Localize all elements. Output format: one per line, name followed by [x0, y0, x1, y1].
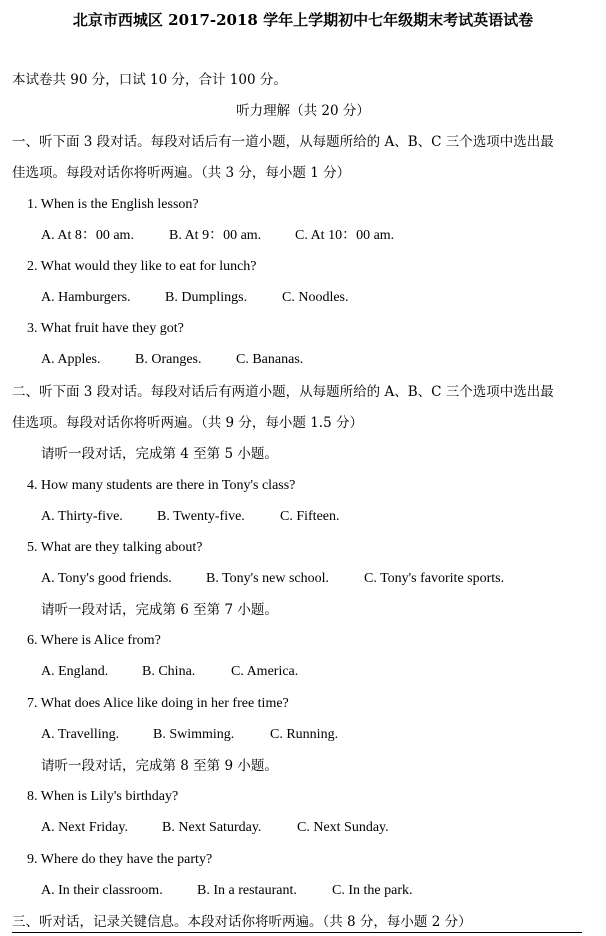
option-b: B. China. [142, 664, 196, 679]
question-8-options [41, 819, 389, 837]
option-a: A. Apples. [41, 352, 101, 367]
option-a: A. Thirty-five. [41, 509, 123, 524]
option-c: C. Running. [270, 727, 339, 742]
question-7-options [41, 726, 338, 744]
option-c: C. At 10：00 am. [295, 228, 395, 243]
part2-instruction-line1: 二、听下面 3 段对话。每段对话后有两道小题，从每题所给的 A、B、C 三个选项中选出最 [12, 384, 554, 400]
question-2: 2. What would they like to eat for lunch? [27, 259, 257, 274]
option-b: B. Twenty-five. [157, 509, 245, 524]
option-b: B. At 9：00 am. [169, 228, 262, 243]
option-a: A. Travelling. [41, 727, 120, 742]
question-9: 9. Where do they have the party? [27, 852, 213, 867]
question-9-options [41, 882, 412, 900]
exam-intro: 本试卷共 90 分，口试 10 分，合计 100 分。 [12, 72, 287, 88]
option-a: A. Next Friday. [41, 820, 128, 835]
question-3-options [41, 351, 303, 369]
bottom-rule [12, 932, 582, 933]
option-a: A. England. [41, 664, 109, 679]
option-a: A. At 8：00 am. [41, 228, 134, 243]
question-6: 6. Where is Alice from? [27, 633, 161, 648]
option-c: C. In the park. [332, 883, 413, 898]
dialog-3-instruction: 请听一段对话，完成第 8 至第 9 小题。 [41, 758, 278, 774]
question-1-options [41, 227, 394, 245]
question-5-options [41, 570, 504, 588]
question-7: 7. What does Alice like doing in her free time? [27, 696, 289, 711]
question-4: 4. How many students are there in Tony's class? [27, 478, 296, 493]
question-4-options [41, 508, 340, 526]
part2-instruction-line2: 佳选项。每段对话你将听两遍。（共 9 分，每小题 1.5 分） [12, 415, 363, 431]
option-a: A. In their classroom. [41, 883, 163, 898]
question-5: 5. What are they talking about? [27, 540, 203, 555]
option-b: B. Next Saturday. [162, 820, 262, 835]
option-c: C. Noodles. [282, 290, 349, 305]
question-2-options [41, 289, 349, 307]
exam-title: 北京市西城区 2017-2018 学年上学期初中七年级期末考试英语试卷 [72, 11, 534, 29]
dialog-2-instruction: 请听一段对话，完成第 6 至第 7 小题。 [41, 602, 278, 618]
option-b: B. Oranges. [135, 352, 202, 367]
listening-section-header: 听力理解（共 20 分） [236, 103, 370, 119]
option-c: C. Tony's favorite sports. [364, 571, 505, 586]
option-a: A. Hamburgers. [41, 290, 131, 305]
part1-instruction-line2: 佳选项。每段对话你将听两遍。（共 3 分，每小题 1 分） [12, 165, 351, 181]
question-1: 1. When is the English lesson? [27, 197, 199, 212]
option-c: C. Fifteen. [280, 509, 340, 524]
part1-instruction-line1: 一、听下面 3 段对话。每段对话后有一道小题，从每题所给的 A、B、C 三个选项中选出最 [12, 134, 554, 150]
option-a: A. Tony's good friends. [41, 571, 172, 586]
option-b: B. In a restaurant. [197, 883, 297, 898]
option-c: C. Bananas. [236, 352, 304, 367]
dialog-1-instruction: 请听一段对话，完成第 4 至第 5 小题。 [41, 446, 278, 462]
option-c: C. Next Sunday. [297, 820, 389, 835]
question-3: 3. What fruit have they got? [27, 321, 184, 336]
option-b: B. Tony's new school. [206, 571, 330, 586]
option-b: B. Dumplings. [165, 290, 248, 305]
question-8: 8. When is Lily's birthday? [27, 789, 179, 804]
option-b: B. Swimming. [153, 727, 235, 742]
part3-instruction: 三、听对话，记录关键信息。本段对话你将听两遍。（共 8 分，每小题 2 分） [12, 914, 472, 930]
question-6-options [41, 663, 298, 681]
option-c: C. America. [231, 664, 299, 679]
